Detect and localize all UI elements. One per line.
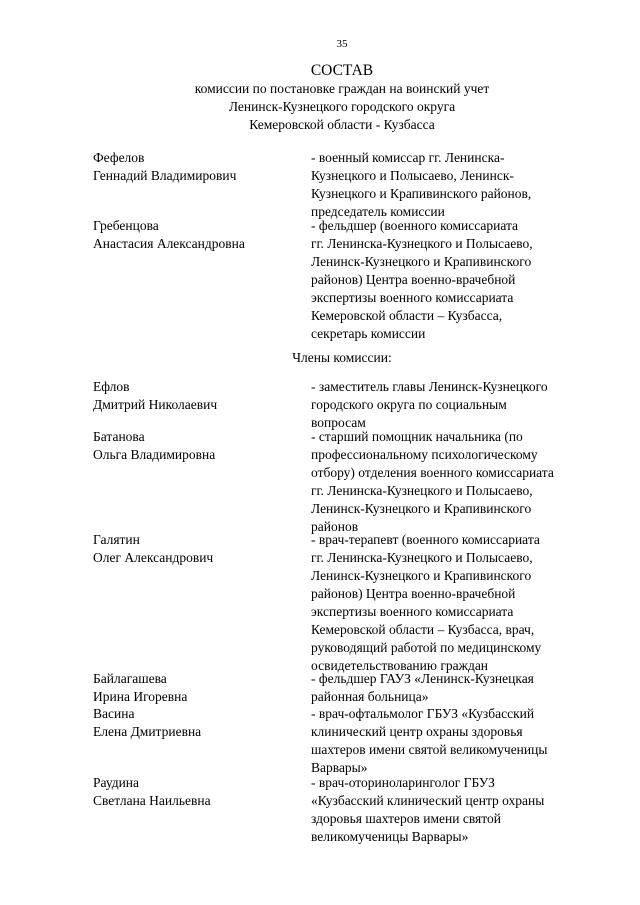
member-name xyxy=(93,149,293,185)
role-line: гг. Ленинска-Кузнецкого и Полысаево, xyxy=(311,483,533,498)
role-line: Кузнецкого и Полысаево, Ленинск- xyxy=(311,168,514,183)
member-name xyxy=(93,378,293,414)
member-surname: Васина xyxy=(93,706,135,721)
role-line: районная больница» xyxy=(311,689,429,704)
member-surname: Галятин xyxy=(93,532,140,547)
member-surname: Ефлов xyxy=(93,379,130,394)
member-surname: Раудина xyxy=(93,775,140,790)
member-given-name: Ольга Владимировна xyxy=(93,447,216,462)
role-line: вопросам xyxy=(311,415,366,430)
document-subtitle xyxy=(0,80,640,134)
subtitle-line: комиссии по постановке граждан на воинский учет xyxy=(194,81,490,96)
role-line: - фельдшер ГАУЗ «Ленинск-Кузнецкая xyxy=(311,671,534,686)
role-line: - врач-офтальмолог ГБУЗ «Кузбасский xyxy=(311,706,535,721)
role-line: районов) Центра военно-врачебной xyxy=(311,272,516,287)
role-line: секретарь комиссии xyxy=(311,326,426,341)
subtitle-line: Ленинск-Кузнецкого городского округа xyxy=(228,99,456,114)
role-line: - заместитель главы Ленинск-Кузнецкого xyxy=(311,379,548,394)
member-name xyxy=(93,217,293,253)
member-name xyxy=(93,428,293,464)
document-title: СОСТАВ xyxy=(310,62,374,79)
role-line: гг. Ленинска-Кузнецкого и Полысаево, xyxy=(311,236,533,251)
role-line: клинический центр охраны здоровья xyxy=(311,724,523,739)
role-line: шахтеров имени святой великомученицы xyxy=(311,742,548,757)
role-line: - старший помощник начальника (по xyxy=(311,429,523,444)
role-line: освидетельствованию граждан xyxy=(311,658,489,673)
member-role xyxy=(311,428,611,536)
member-surname: Фефелов xyxy=(93,150,145,165)
member-surname: Батанова xyxy=(93,429,145,444)
member-role xyxy=(311,149,611,221)
member-role xyxy=(311,217,611,343)
member-given-name: Олег Александрович xyxy=(93,550,214,565)
member-name xyxy=(93,774,293,810)
member-surname: Гребенцова xyxy=(93,218,159,233)
role-line: Ленинск-Кузнецкого и Крапивинского xyxy=(311,568,532,583)
role-line: председатель комиссии xyxy=(311,204,445,219)
member-given-name: Ирина Игоревна xyxy=(93,689,188,704)
member-role xyxy=(311,378,611,432)
member-name xyxy=(93,705,293,741)
members-heading: Члены комиссии: xyxy=(292,350,392,365)
role-line: «Кузбасский клинический центр охраны xyxy=(311,793,545,808)
role-line: - фельдшер (военного комиссариата xyxy=(311,218,519,233)
role-line: - врач-терапевт (военного комиссариата xyxy=(311,532,540,547)
role-line: великомученицы Варвары» xyxy=(311,829,469,844)
member-given-name: Геннадий Владимирович xyxy=(93,168,237,183)
member-surname: Байлагашева xyxy=(93,671,167,686)
member-role xyxy=(311,774,611,846)
role-line: гг. Ленинска-Кузнецкого и Полысаево, xyxy=(311,550,533,565)
role-line: Кемеровской области – Кузбасса, xyxy=(311,308,503,323)
role-line: Ленинск-Кузнецкого и Крапивинского xyxy=(311,254,532,269)
role-line: экспертизы военного комиссариата xyxy=(311,290,514,305)
role-line: руководящий работой по медицинскому xyxy=(311,640,542,655)
role-line: Кузнецкого и Крапивинского районов, xyxy=(311,186,532,201)
role-line: Ленинск-Кузнецкого и Крапивинского xyxy=(311,501,532,516)
page-number: 35 xyxy=(336,38,348,50)
role-line: городского округа по социальным xyxy=(311,397,507,412)
role-line: районов) Центра военно-врачебной xyxy=(311,586,516,601)
member-role xyxy=(311,705,611,777)
role-line: Варвары» xyxy=(311,760,368,775)
member-role xyxy=(311,531,611,675)
member-name xyxy=(93,531,293,567)
role-line: экспертизы военного комиссариата xyxy=(311,604,514,619)
role-line: - врач-оториноларинголог ГБУЗ xyxy=(311,775,495,790)
role-line: здоровья шахтеров имени святой xyxy=(311,811,501,826)
member-given-name: Елена Дмитриевна xyxy=(93,724,202,739)
subtitle-line: Кемеровской области - Кузбасса xyxy=(249,117,435,132)
role-line: отбору) отделения военного комиссариата xyxy=(311,465,554,480)
role-line: районов xyxy=(311,519,359,534)
role-line: Кемеровской области – Кузбасса, врач, xyxy=(311,622,535,637)
member-given-name: Дмитрий Николаевич xyxy=(93,397,218,412)
role-line: - военный комиссар гг. Ленинска- xyxy=(311,150,505,165)
member-name xyxy=(93,670,293,706)
member-given-name: Светлана Наильевна xyxy=(93,793,211,808)
member-role xyxy=(311,670,611,706)
member-given-name: Анастасия Александровна xyxy=(93,236,245,251)
role-line: профессиональному психологическому xyxy=(311,447,538,462)
